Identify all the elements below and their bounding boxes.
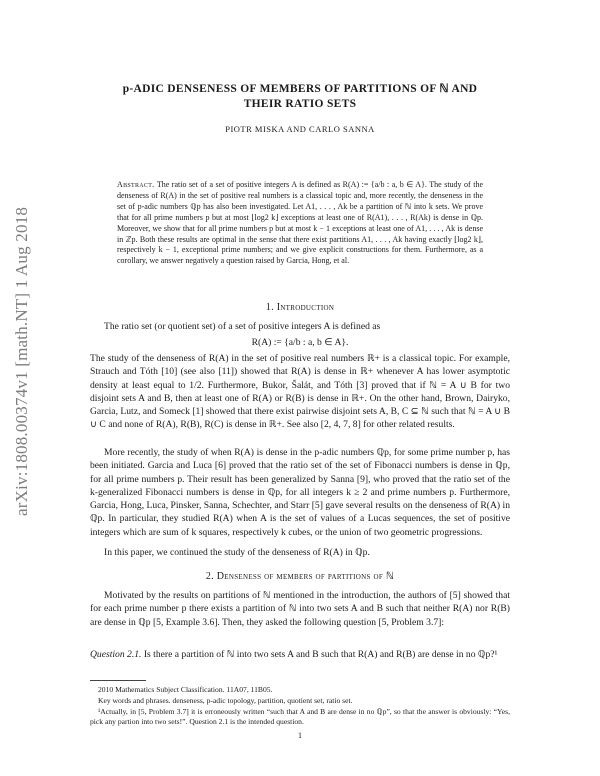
title-line-2: THEIR RATIO SETS <box>243 98 357 110</box>
section2-paragraph-1: Motivated by the results on partitions of ℕ mentioned in the introduction, the authors of [5] showed that for each prime number p there exists a partition of ℕ into two sets A and B such that neither R(A) nor R(B) are dense in ℚp [5, Example 3.6]. Then, they asked the following question [5, Problem 3.7]: <box>90 590 510 628</box>
page-number: 1 <box>298 731 302 740</box>
paper-title <box>90 82 510 112</box>
intro-paragraph-4: In this paper, we continued the study of the denseness of R(A) in ℚp. <box>104 547 370 558</box>
title-line-1: p-ADIC DENSENESS OF MEMBERS OF PARTITIONS OF ℕ AND <box>122 83 478 95</box>
footnote-msc: 2010 Mathematics Subject Classification. 11A07, 11B05. <box>98 685 273 694</box>
footnote-keywords: Key words and phrases. denseness, p-adic topology, partition, quotient set, ratio set. <box>98 696 353 705</box>
arxiv-identifier[interactable]: arXiv:1808.00374v1 [math.NT] 1 Aug 2018 <box>12 206 31 516</box>
intro-paragraph-3: More recently, the study of when R(A) is dense in the p-adic numbers ℚp, for some prime number p, has been initiated. Garcia and Luca [6] proved that the ratio set of the set of Fibonacci numbers is dense in ℚp, for all prime numbers p. Their result has been generalized by Sanna [9], who proved that the ratio set of the k-generalized Fibonacci numbers is dense in ℚp, for all integers k ≥ 2 and prime numbers p. Furthermore, Garcia, Hong, Luca, Pinsker, Sanna, Schechter, and Starr [5] gave several results on the denseness of R(A) in ℚp. In particular, they studied R(A) when A is the set of values of a Lucas sequences, the set of positive integers which are sum of k squares, respectively k cubes, or the union of two geometric progressions. <box>90 447 510 538</box>
intro-paragraph-2: The study of the denseness of R(A) in the set of positive real numbers ℝ+ is a classical topic. For example, Strauch and Tóth [10] (see also [11]) showed that R(A) is dense in ℝ+ whenever A has lower asymptotic density at least equal to 1/2. Furthermore, Bukor, Šalát, and Tóth [3] proved that if ℕ = A ∪ B for two disjoint sets A and B, then at least one of R(A) or R(B) is dense in ℝ+. On the other hand, Brown, Dairyko, Garcia, Lutz, and Someck [1] showed that there exist pairwise disjoint sets A, B, C ⊆ ℕ such that ℕ = A ∪ B ∪ C and none of R(A), R(B), R(C) is dense in ℝ+. See also [2, 4, 7, 8] for other related results. <box>90 353 510 431</box>
abstract-label: Abstract. <box>117 180 155 189</box>
abstract <box>117 180 483 267</box>
section-heading-denseness: 2. Denseness of members of partitions of ℕ <box>205 571 395 582</box>
intro-paragraph-1: The ratio set (or quotient set) of a set of positive integers A is defined as <box>104 321 381 332</box>
section-heading-introduction: 1. Introduction <box>265 302 335 313</box>
footnote-1: ¹Actually, in [5, Problem 3.7] it is erroneously written “such that A and B are dense in no ℚp”, so that the answer is obviously: “Yes, pick any partion into two sets!”. Question 2.1 is the intended question. <box>90 707 510 727</box>
question-2-1 <box>90 648 510 661</box>
question-text: Is there a partition of ℕ into two sets A and B such that R(A) and R(B) are dense in no ℚp?¹ <box>143 649 498 660</box>
ratio-set-equation: R(A) := {a/b : a, b ∈ A}. <box>251 337 349 348</box>
question-label: Question 2.1. <box>90 649 142 660</box>
footnote-rule <box>90 680 146 681</box>
abstract-text: The ratio set of a set of positive integers A is defined as R(A) := {a/b : a, b ∈ A}. The study of the denseness of R(A) in the set of positive real numbers is a classical topic and, more recently, the denseness in the set of p-adic numbers ℚp has also been investigated. Let A1, . . . , Ak be a partition of ℕ into k sets. We prove that for all prime numbers p but at most ⌊log2 k⌋ exceptions at least one of R(A1), . . . , R(Ak) is dense in ℚp. Moreover, we show that for all prime numbers p but at most k − 1 exceptions at least one of A1, . . . , Ak is dense in ℤp. Both these results are optimal in the sense that there exist partitions A1, . . . , Ak having exactly ⌊log2 k⌋, respectively k − 1, exceptional prime numbers; and we give explicit constructions for them. Furthermore, as a corollary, we answer negatively a question raised by Garcia, Hong, et al. <box>117 180 483 266</box>
authors: PIOTR MISKA AND CARLO SANNA <box>225 124 375 134</box>
